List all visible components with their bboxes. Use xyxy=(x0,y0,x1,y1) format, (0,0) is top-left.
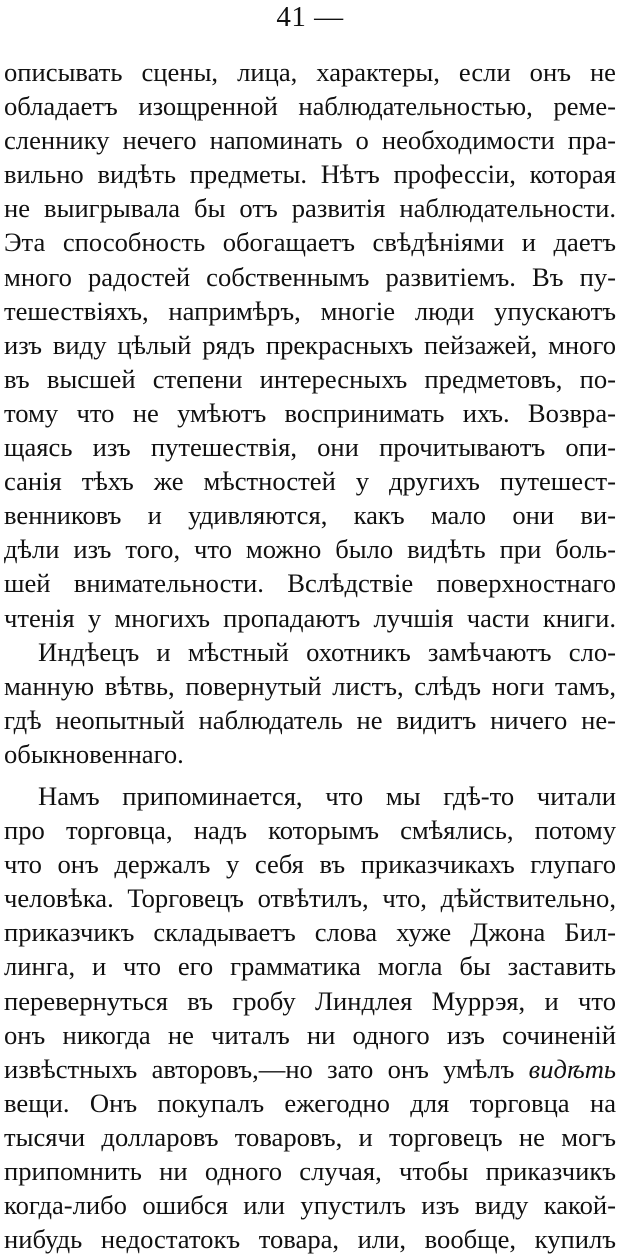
text-line: Эта способность обогащаетъ свѣдѣніями и даетъ xyxy=(4,227,616,258)
body-text xyxy=(4,55,616,1256)
italic-word: видѣть xyxy=(528,1053,616,1084)
text-line: Индѣецъ и мѣстный охотникъ замѣчаютъ сло- xyxy=(38,636,616,667)
text-line: нибудь недостатокъ товара, или, вообще, купилъ xyxy=(4,1224,616,1255)
text-line: вильно видѣть предметы. Нѣтъ профессіи, которая xyxy=(4,159,616,190)
text-line: дѣли изъ того, что можно было видѣть при боль- xyxy=(4,534,616,565)
text-line: приказчикъ складываетъ слова хуже Джона Бил- xyxy=(4,917,616,948)
text-line: человѣка. Торговецъ отвѣтилъ, что, дѣйствительно, xyxy=(4,883,616,914)
paragraph-3 xyxy=(4,779,616,1256)
text-line: санія тѣхъ же мѣстностей у другихъ путешест- xyxy=(4,466,616,497)
text-line: не выигрывала бы отъ развитія наблюдательности. xyxy=(4,193,616,224)
text-line: обыкновеннаго. xyxy=(4,738,184,769)
text-line: много радостей собственнымъ развитіемъ. Въ пу- xyxy=(4,261,616,292)
text-line: описывать сцены, лица, характеры, если онъ не xyxy=(4,57,616,87)
text-line: венниковъ и удивляются, какъ мало они ви- xyxy=(4,500,616,531)
text-line: линга, и что его грамматика могла бы заставить xyxy=(4,951,616,982)
text-line: гдѣ неопытный наблюдатель не видитъ ничего не- xyxy=(4,704,616,735)
text-line: перевернуться въ гробу Линдлея Муррэя, и что xyxy=(4,985,616,1016)
text-line: припомнить ни одного случая, чтобы приказчикъ xyxy=(4,1156,616,1186)
text-line: чтенія у многихъ пропадаютъ лучшія части книги. xyxy=(4,602,616,633)
page-number: 41 — xyxy=(276,1,344,33)
text-line-with-italic xyxy=(4,1052,616,1086)
paragraph-1 xyxy=(4,55,616,635)
text-line: тысячи долларовъ товаровъ, и торговецъ не могъ xyxy=(4,1121,616,1152)
text-line: шей внимательности. Вслѣдствіе поверхностнаго xyxy=(4,568,616,599)
text-line: Намъ припоминается, что мы гдѣ-то читали xyxy=(38,780,616,811)
text-line: щаясь изъ путешествія, они прочитываютъ опи- xyxy=(4,432,616,463)
text-line: изъ виду цѣлый рядъ прекрасныхъ пейзажей, много xyxy=(4,329,616,360)
line-text: извѣстныхъ авторовъ,—но зато онъ умѣлъ xyxy=(4,1053,515,1084)
paragraph-2 xyxy=(4,635,616,771)
text-line: тому что не умѣютъ воспринимать ихъ. Возвра- xyxy=(4,397,616,428)
text-line: про торговца, надъ которымъ смѣялись, потому xyxy=(4,815,616,846)
text-line: онъ никогда не читалъ ни одного изъ сочиненій xyxy=(4,1019,616,1050)
text-line: что онъ держалъ у себя въ приказчикахъ глупаго xyxy=(4,849,616,880)
text-line: манную вѣтвь, повернутый листъ, слѣдъ ноги тамъ, xyxy=(4,670,616,701)
text-line: обладаетъ изощренной наблюдательностью, реме- xyxy=(4,91,616,122)
text-line: въ высшей степени интересныхъ предметовъ, по- xyxy=(4,363,616,394)
text-line: когда-либо ошибся или упустилъ изъ виду какой- xyxy=(4,1190,616,1221)
text-line: сленнику нечего напоминать о необходимости пра- xyxy=(4,125,616,156)
text-line: тешествіяхъ, напримѣръ, многіе люди упускаютъ xyxy=(4,295,616,326)
text-line: вещи. Онъ покупалъ ежегодно для торговца на xyxy=(4,1087,616,1118)
